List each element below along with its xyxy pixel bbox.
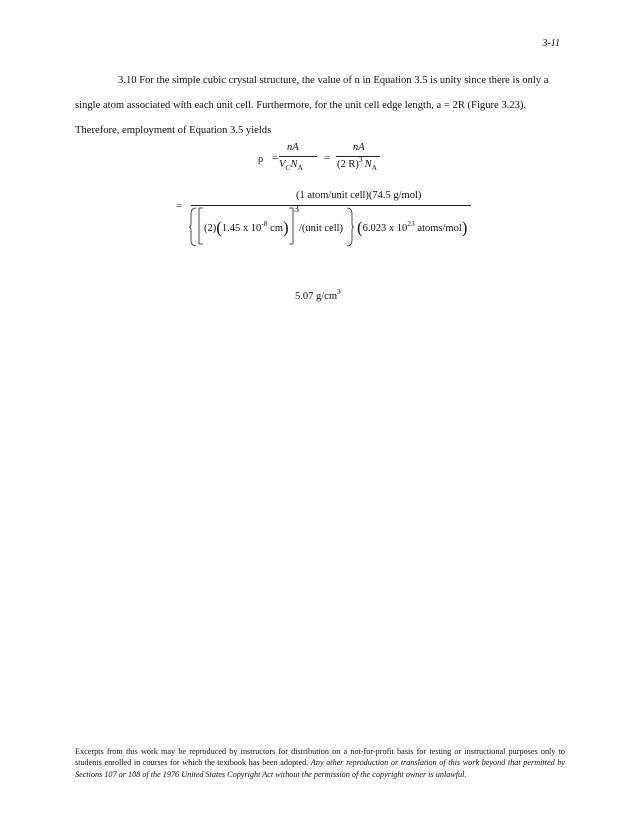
page-number: 3-11 (542, 38, 560, 49)
rho-symbol: ρ (258, 154, 264, 165)
denominator-1: $V_CN_A$ (279, 159, 303, 172)
denominator-2: (2 R)$^3$ $N_A$ (337, 155, 378, 172)
paragraph-line-3: Therefore, employment of Equation 3.5 yields (75, 125, 272, 136)
equals-sign-2: = (324, 153, 330, 164)
cube-exponent: 3 (294, 204, 299, 215)
substitution-numerator: (1 atom/unit cell)(74.5 g/mol) (296, 190, 422, 201)
paragraph-line-1: 3.10 For the simple cubic crystal structure, the value of n in Equation 3.5 is unity since there is only a (118, 75, 549, 86)
numerator-1: nA (287, 142, 299, 153)
fraction-bar-1 (279, 156, 317, 157)
equals-sign-3: = (176, 201, 182, 212)
per-unit-cell: /(unit cell) (299, 223, 344, 234)
density-equation (258, 140, 418, 180)
copyright-footer (75, 746, 565, 780)
substitution-denominator (189, 206, 479, 246)
substitution-equation (176, 188, 476, 248)
result-value: 5.07 $g/cm^3$ (295, 287, 341, 302)
paragraph-line-2: single atom associated with each unit cell. Furthermore, for the unit cell edge length, a = 2R (Figure 3.23). (75, 100, 527, 111)
footer-text: Excerpts from this work may be reproduced by instructors for distribution on a not-for-profit basis for testing or instructional purposes only to students enrolled in courses for which the textbook has been adopted. (75, 747, 565, 768)
numerator-2: nA (353, 142, 365, 153)
equals-sign-1: = (272, 153, 278, 164)
fraction-bar-2 (336, 156, 380, 157)
avogadro-term: (6.023 x $10^{23}$ atoms/mol) (357, 218, 468, 237)
edge-length-term: (2)(1.45 x $10^{-8}$ cm) (204, 218, 289, 237)
footer-italic-text: Any other reproduction or translation of this work beyond that permitted by Sections 107 or 108 of the 1976 United States Copyright Act without the permission of the copyright owner is unlawful. (75, 758, 566, 779)
